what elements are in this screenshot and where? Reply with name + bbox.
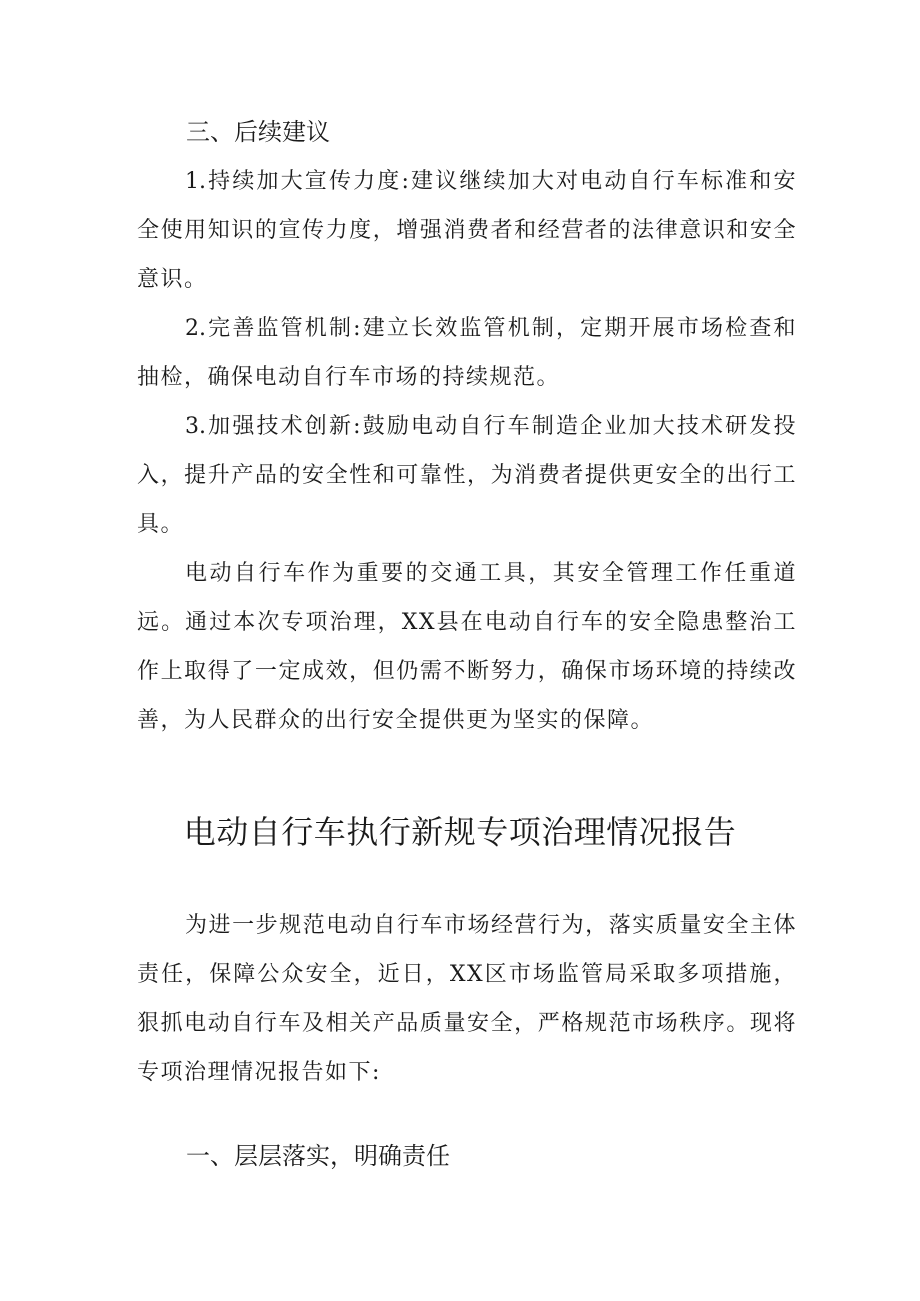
suggestion-item-text: .加强技术创新:鼓励电动自行车制造企业加大技术研发投入，提升产品的安全性和可靠性，为消费者提供更安全的出行工具。	[137, 414, 797, 537]
section-heading-layered-implementation: 一、层层落实，明确责任	[186, 1142, 450, 1170]
suggestion-item-number: 1	[185, 169, 199, 194]
section-heading-follow-up-suggestions: 三、后续建议	[186, 118, 330, 146]
conclusion-paragraph: 电动自行车作为重要的交通工具，其安全管理工作任重道远。通过本次专项治理，XX县在电动自行车的安全隐患整治工作上取得了一定成效，但仍需不断努力，确保市场环境的持续改善，为人民群众的出行安全提供更为坚实的保障。	[137, 561, 797, 733]
suggestion-item-number: 2	[185, 316, 199, 341]
suggestion-item-1	[137, 157, 797, 304]
report-title: 电动自行车执行新规专项治理情况报告	[183, 813, 737, 851]
suggestion-item-text: .持续加大宣传力度:建议继续加大对电动自行车标准和安全使用知识的宣传力度，增强消费者和经营者的法律意识和安全意识。	[137, 169, 797, 292]
report-intro-paragraph: 为进一步规范电动自行车市场经营行为，落实质量安全主体责任，保障公众安全，近日，XX区市场监管局采取多项措施，狠抓电动自行车及相关产品质量安全，严格规范市场秩序。现将专项治理情况报告如下:	[137, 913, 797, 1085]
suggestion-item-number: 3	[185, 414, 199, 439]
suggestion-item-text: .完善监管机制:建立长效监管机制，定期开展市场检查和抽检，确保电动自行车市场的持续规范。	[137, 316, 797, 390]
suggestion-item-3	[137, 402, 797, 549]
suggestion-item-2	[137, 304, 797, 402]
